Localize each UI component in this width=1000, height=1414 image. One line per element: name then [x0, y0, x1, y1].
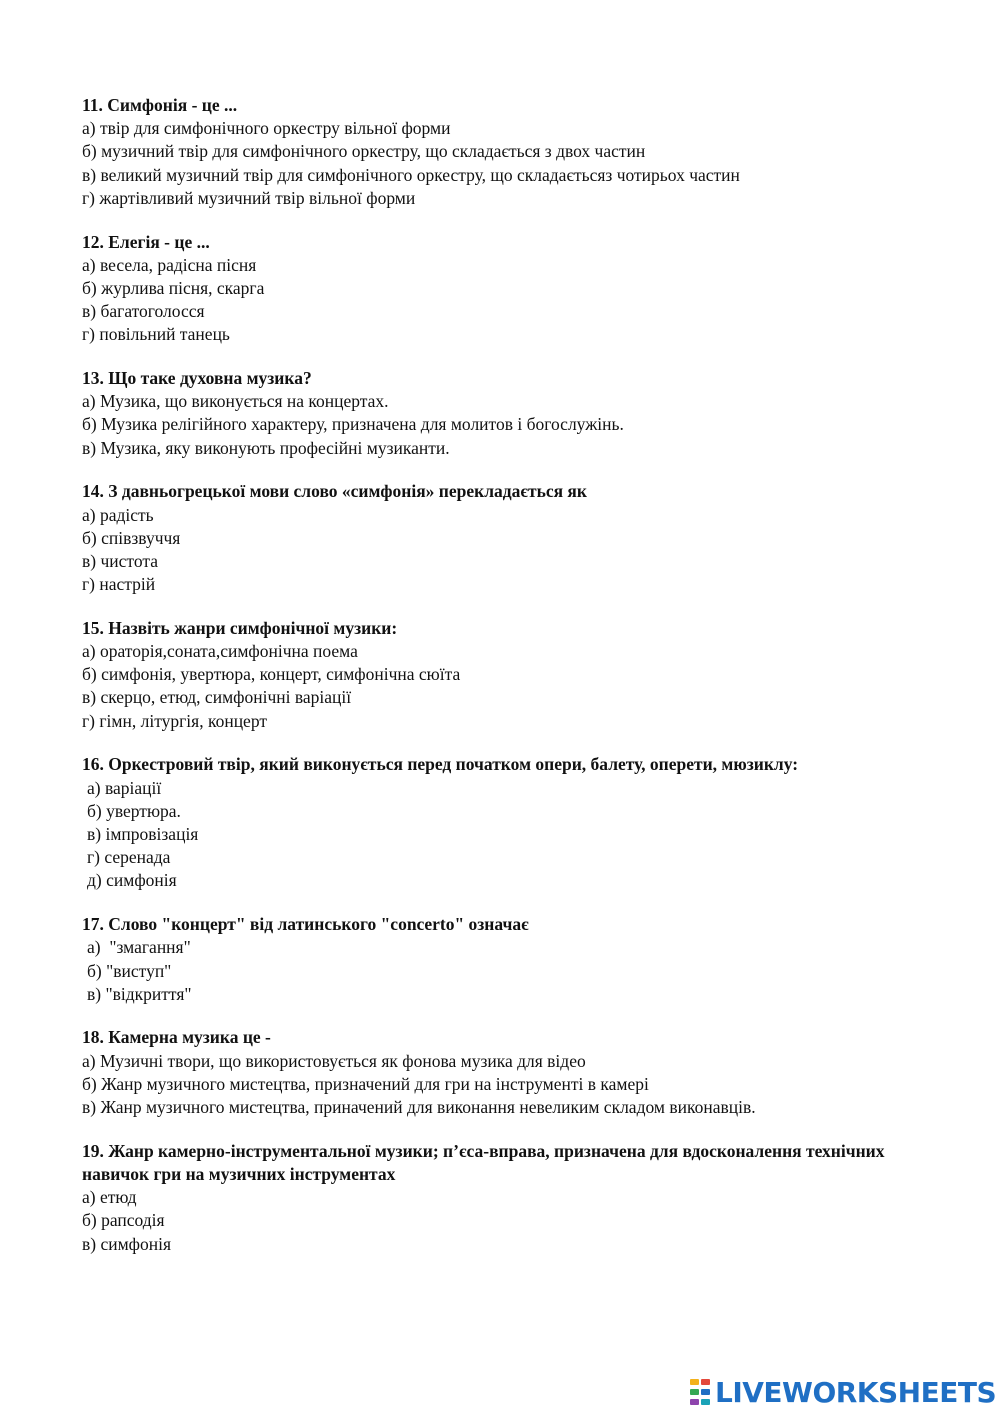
- answer-option: б) рапсодія: [82, 1210, 165, 1231]
- question-title: 15. Назвіть жанри симфонічної музики:: [82, 617, 398, 638]
- question-title: 17. Слово "концерт" від латинського "concerto" означає: [82, 914, 529, 935]
- answer-option: г) повільний танець: [82, 324, 230, 345]
- answer-option: а) весела, радісна пісня: [82, 254, 257, 275]
- answer-option: а) "змагання": [87, 937, 191, 958]
- question-block: [82, 1140, 942, 1256]
- question-title: 16. Оркестровий твір, який виконується перед початком опери, балету, оперети, мюзиклу:: [82, 754, 799, 775]
- answer-option: в) чистота: [82, 550, 158, 571]
- question-title: 18. Камерна музика це -: [82, 1027, 271, 1048]
- answer-option: б) увертюра.: [87, 800, 181, 821]
- answer-option: а) Музика, що виконується на концертах.: [82, 391, 389, 412]
- answer-option: в) великий музичний твір для симфонічного оркестру, що складаєтьсяз чотирьох частин: [82, 164, 740, 185]
- question-block: [82, 231, 942, 347]
- question-block: [82, 94, 942, 210]
- answer-option: б) Жанр музичного мистецтва, призначений для гри на інструменті в камері: [82, 1073, 649, 1094]
- answer-option: г) серенада: [87, 847, 171, 868]
- answer-option: б) журлива пісня, скарга: [82, 277, 265, 298]
- answer-option: б) симфонія, увертюра, концерт, симфонічна сюїта: [82, 664, 461, 685]
- questions-list: [82, 94, 942, 1256]
- question-block: [82, 617, 942, 733]
- worksheet-page: [82, 94, 942, 1276]
- answer-option: а) радість: [82, 504, 154, 525]
- answer-option: а) варіації: [87, 777, 162, 798]
- answer-option: а) ораторія,соната,симфонічна поема: [82, 641, 358, 662]
- answer-option: в) симфонія: [82, 1233, 172, 1254]
- liveworksheets-logo-icon: [690, 1379, 712, 1405]
- question-block: [82, 367, 942, 460]
- question-block: [82, 753, 942, 892]
- answer-option: а) етюд: [82, 1187, 137, 1208]
- liveworksheets-logo: [690, 1372, 996, 1412]
- answer-option: б) Музика релігійного характеру, призначена для молитов і богослужінь.: [82, 414, 624, 435]
- question-title: 12. Елегія - це ...: [82, 231, 210, 252]
- answer-option: г) гімн, літургія, концерт: [82, 710, 267, 731]
- answer-option: г) настрій: [82, 574, 156, 595]
- question-title: 14. З давньогрецької мови слово «симфонія» перекладається як: [82, 481, 587, 502]
- answer-option: в) Жанр музичного мистецтва, приначений для виконання невеликим складом виконавців.: [82, 1097, 756, 1118]
- question-title: 19. Жанр камерно-інструментальної музики; п’єса-вправа, призначена для вдосконалення технічних навичок гри на музичних інструментах: [82, 1140, 889, 1184]
- answer-option: а) твір для симфонічного оркестру вільної форми: [82, 118, 451, 139]
- answer-option: в) "відкриття": [87, 983, 192, 1004]
- answer-option: в) багатоголосся: [82, 301, 205, 322]
- question-title: 13. Що таке духовна музика?: [82, 368, 312, 389]
- logo-text: LIVEWORKSHEETS: [715, 1375, 997, 1409]
- question-title: 11. Симфонія - це ...: [82, 95, 238, 115]
- answer-option: д) симфонія: [87, 870, 177, 891]
- answer-option: в) скерцо, етюд, симфонічні варіації: [82, 687, 352, 708]
- answer-option: а) Музичні твори, що використовується як фонова музика для відео: [82, 1050, 586, 1071]
- answer-option: б) співзвуччя: [82, 527, 181, 548]
- answer-option: б) "виступ": [87, 960, 172, 981]
- answer-option: в) Музика, яку виконують професійні музиканти.: [82, 437, 450, 458]
- answer-option: г) жартівливий музичний твір вільної форми: [82, 187, 416, 208]
- answer-option: б) музичний твір для симфонічного оркестру, що складається з двох частин: [82, 141, 646, 162]
- question-block: [82, 480, 942, 596]
- question-block: [82, 913, 942, 1006]
- question-block: [82, 1026, 942, 1119]
- answer-option: в) імпровізація: [87, 823, 199, 844]
